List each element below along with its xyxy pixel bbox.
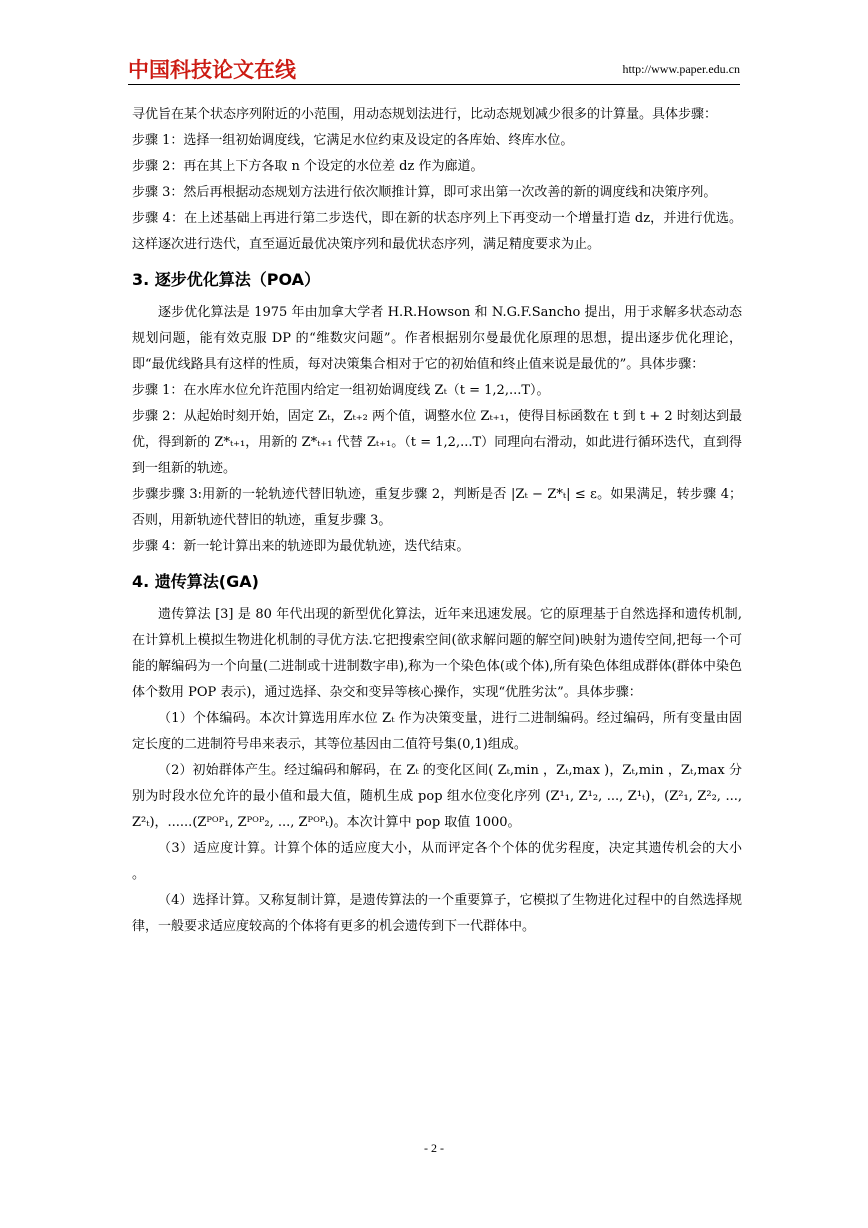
dp-step-3: 步骤 3：然后再根据动态规划方法进行依次顺推计算，即可求出第一次改善的新的调度线和决策序列。 <box>132 185 717 200</box>
ga-intro: 遗传算法 [3] 是 80 年代出现的新型优化算法，近年来迅速发展。它的原理基于自然选择和遗传机制,在计算机上模拟生物进化机制的寻优方法.它把搜索空间(欲求解问题的解空间)映射为遗传空间,把每一个可能的解编码为一个向量(二进制或十进制数字串),称为一个染色体(或个体),所有染色体组成群体(群体中染色体个数用 POP 表示)，通过选择、杂交和变异等核心操作，实现“优胜劣汰”。具体步骤： <box>132 607 742 700</box>
site-logo[interactable]: 中国科技论文在线 <box>128 58 296 82</box>
poa-intro: 逐步优化算法是 1975 年由加拿大学者 H.R.Howson 和 N.G.F.Sancho 提出，用于求解多状态动态规划问题，能有效克服 DP 的“维数灾问题”。作者根据别尔曼最优化原理的思想，提出逐步优化理论，即“最优线路具有这样的性质，每对决策集合相对于它的初始值和终止值来说是最优的”。具体步骤： <box>132 305 742 372</box>
header-divider <box>128 84 740 85</box>
dp-step-4: 步骤 4：在上述基础上再进行第二步迭代，即在新的状态序列上下再变动一个增量打造 dz，并进行优选。这样逐次进行迭代，直至逼近最优决策序列和最优状态序列，满足精度要求为止。 <box>132 211 742 252</box>
page-header <box>128 54 740 84</box>
site-url-link[interactable]: http://www.paper.edu.cn <box>622 62 740 76</box>
poa-step-4: 步骤 4：新一轮计算出来的轨迹即为最优轨迹，迭代结束。 <box>132 539 470 554</box>
dp-step-2: 步骤 2：再在其上下方各取 n 个设定的水位差 dz 作为廊道。 <box>132 159 484 174</box>
ga-step-population: （2）初始群体产生。经过编码和解码，在 Zₜ 的变化区间( Zₜ,min ，Zₜ,max )，Zₜ,min ，Zₜ,max 分别为时段水位允许的最小值和最大值，随机生成 pop 组水位变化序列 (Z¹₁, Z¹₂, ..., Z¹ₜ)，(Z²₁, Z²₂, ..., Z²ₜ)，......(Zᴾᴼᴾ₁, Zᴾᴼᴾ₂, ..., Zᴾᴼᴾₜ)。本次计算中 pop 取值 1000。 <box>132 763 742 830</box>
paragraph-intro: 寻优旨在某个状态序列附近的小范围，用动态规划法进行，比动态规划减少很多的计算量。具体步骤： <box>132 107 718 122</box>
poa-step-3: 步骤步骤 3:用新的一轮轨迹代替旧轨迹，重复步骤 2，判断是否 |Zₜ − Z*ₜ| ≤ ε。如果满足，转步骤 4；否则，用新轨迹代替旧的轨迹，重复步骤 3。 <box>132 487 742 528</box>
page-number: - 2 - <box>424 1141 444 1155</box>
section-heading-poa: 3. 逐步优化算法（POA） <box>132 270 321 289</box>
ga-step-encoding: （1）个体编码。本次计算选用库水位 Zₜ 作为决策变量，进行二进制编码。经过编码，所有变量由固定长度的二进制符号串来表示，其等位基因由二值符号集(0,1)组成。 <box>132 711 742 752</box>
section-heading-ga: 4. 遗传算法(GA) <box>132 572 259 591</box>
ga-step-selection: （4）选择计算。又称复制计算，是遗传算法的一个重要算子，它模拟了生物进化过程中的自然选择规律，一般要求适应度较高的个体将有更多的机会遗传到下一代群体中。 <box>132 893 742 934</box>
poa-step-2: 步骤 2：从起始时刻开始，固定 Zₜ，Zₜ₊₂ 两个值，调整水位 Zₜ₊₁，使得目标函数在 t 到 t + 2 时刻达到最优，得到新的 Z*ₜ₊₁，用新的 Z*ₜ₊₁ 代替 Zₜ₊₁。（t = 1,2,...T）同理向右滑动，如此进行循环迭代，直到得到一组新的轨迹。 <box>132 409 742 476</box>
dp-step-1: 步骤 1：选择一组初始调度线，它满足水位约束及设定的各库始、终库水位。 <box>132 133 574 148</box>
main-content <box>132 102 742 940</box>
poa-step-1: 步骤 1：在水库水位允许范围内给定一组初始调度线 Zₜ（t = 1,2,...T）。 <box>132 383 550 398</box>
ga-step-fitness: （3）适应度计算。计算个体的适应度大小，从而评定各个个体的优劣程度，决定其遗传机会的大小 。 <box>132 841 742 882</box>
